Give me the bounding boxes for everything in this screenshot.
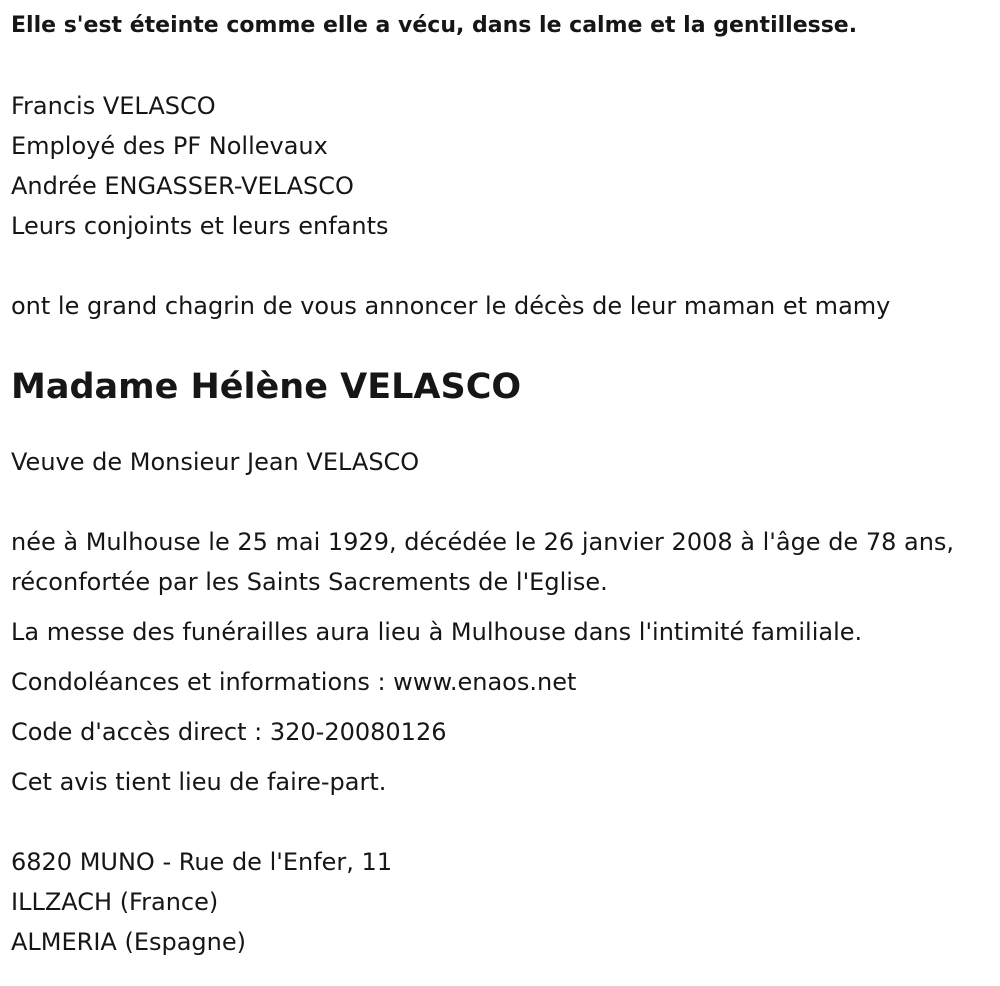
address-line: 6820 MUNO - Rue de l'Enfer, 11 (11, 848, 393, 876)
family-member: Francis VELASCO (11, 92, 216, 120)
family-member: Andrée ENGASSER-VELASCO (11, 172, 354, 200)
address-line: ILLZACH (France) (11, 888, 219, 916)
address-block (11, 842, 996, 962)
access-code: Code d'accès direct : 320-20080126 (11, 718, 447, 746)
notice-text: Cet avis tient lieu de faire-part. (11, 768, 387, 796)
family-member: Employé des PF Nollevaux (11, 132, 328, 160)
address-line: ALMERIA (Espagne) (11, 928, 247, 956)
birth-death-details: née à Mulhouse le 25 mai 1929, décédée le 26 janvier 2008 à l'âge de 78 ans, réconfortée par les Saints Sacrements de l'Eglise. (11, 528, 955, 596)
family-list (11, 86, 996, 246)
funeral-info: La messe des funérailles aura lieu à Mulhouse dans l'intimité familiale. (11, 618, 863, 646)
condolences-info: Condoléances et informations : www.enaos.net (11, 668, 577, 696)
family-member: Leurs conjoints et leurs enfants (11, 212, 389, 240)
announcement: ont le grand chagrin de vous annoncer le décès de leur maman et mamy (11, 292, 891, 320)
epigraph: Elle s'est éteinte comme elle a vécu, dans le calme et la gentillesse. (11, 13, 858, 38)
obituary-notice (11, 0, 996, 962)
deceased-name: Madame Hélène VELASCO (11, 367, 522, 407)
widow-of: Veuve de Monsieur Jean VELASCO (11, 448, 420, 476)
